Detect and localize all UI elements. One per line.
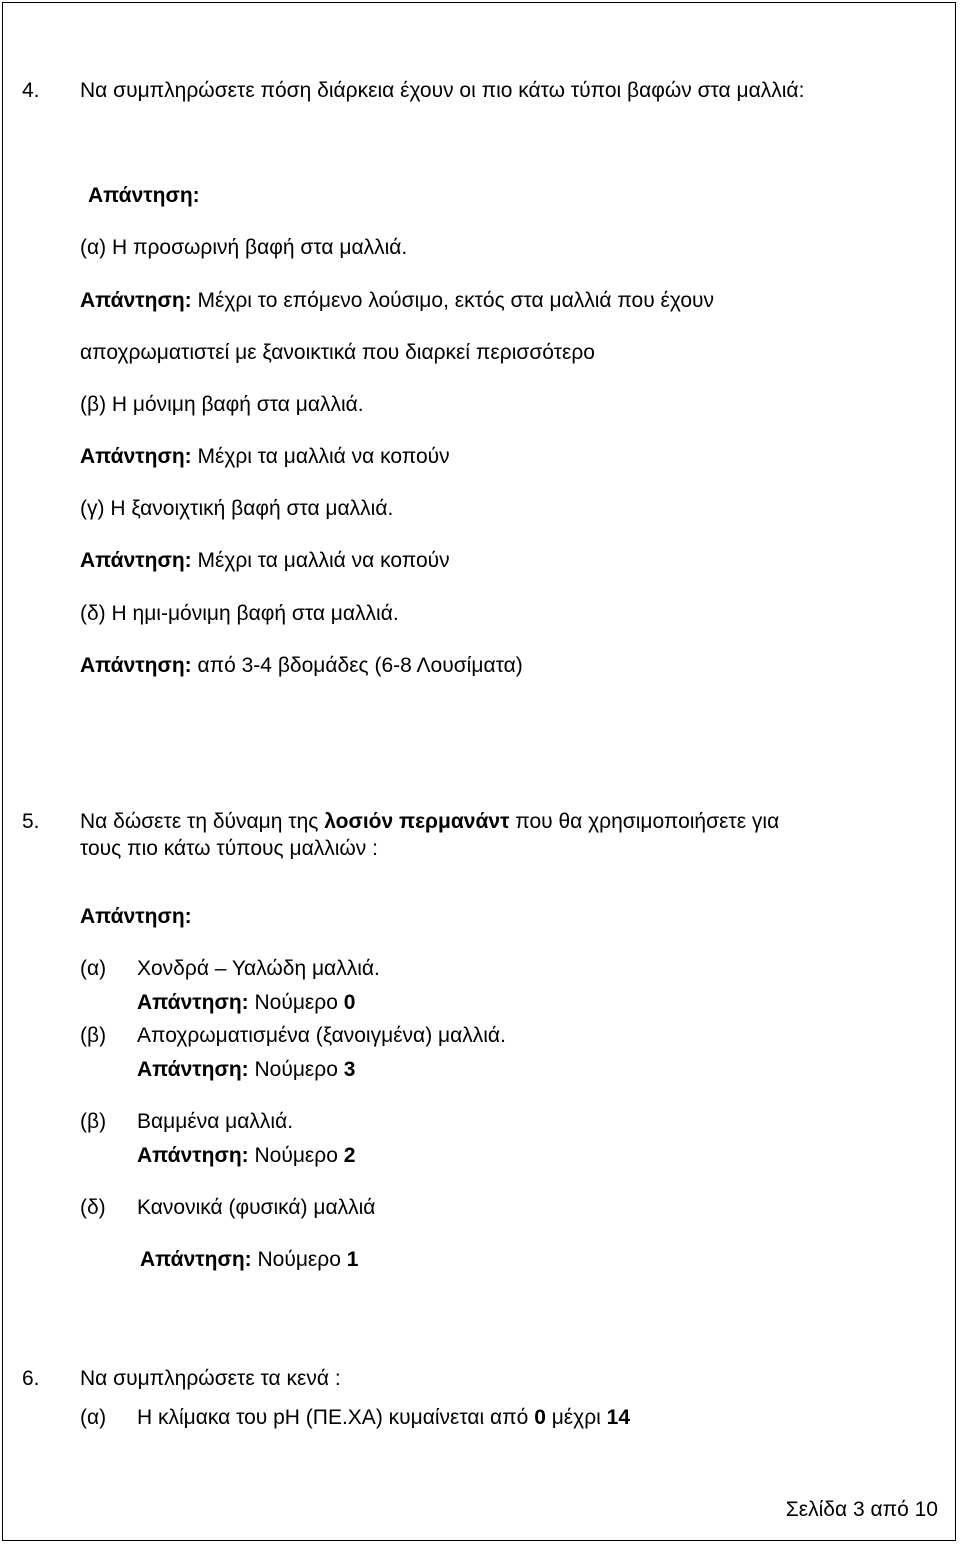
answer-value: 3	[343, 1058, 356, 1081]
q5-item-a-marker: (α)	[80, 957, 107, 980]
q4-item-c-label: (γ) Η ξανοιχτική βαφή στα μαλλιά.	[80, 497, 394, 520]
q5-answer-header: Απάντηση:	[80, 905, 192, 928]
q5-text-after: που θα χρησιμοποιήσετε για	[509, 810, 780, 833]
answer-text: από 3-4 βδομάδες (6-8 Λουσίματα)	[197, 654, 523, 677]
q5-item-b-label: Αποχρωματισμένα (ξανοιγμένα) μαλλιά.	[137, 1024, 506, 1047]
q5-item-d-answer	[140, 1249, 358, 1270]
answer-value: 1	[346, 1248, 359, 1271]
q5-number: 5.	[22, 810, 40, 833]
answer-text: Νούμερο	[254, 991, 344, 1014]
q4-item-b-label: (β) Η μόνιμη βαφή στα μαλλιά.	[80, 393, 364, 416]
q5-item-d-marker: (δ)	[80, 1196, 106, 1219]
q5-item-c-marker: (β)	[80, 1110, 107, 1133]
q4-item-b-answer	[80, 446, 450, 467]
page-number: Σελίδα 3 από 10	[785, 1498, 938, 1521]
q4-answer-header: Απάντηση:	[88, 184, 200, 207]
q4-item-a-answer	[80, 290, 714, 311]
q6-text-before: Η κλίμακα του pH (ΠΕ.ΧΑ) κυμαίνεται από	[137, 1406, 535, 1429]
answer-text: Μέχρι το επόμενο λούσιμο, εκτός στα μαλλιά που έχουν	[197, 289, 715, 312]
answer-label: Απάντηση:	[140, 1248, 252, 1271]
q6-value-from: 0	[534, 1406, 546, 1429]
q6-item-a-marker: (α)	[80, 1406, 107, 1429]
q4-item-c-answer	[80, 550, 450, 571]
q5-item-c-label: Βαμμένα μαλλιά.	[137, 1110, 294, 1133]
q5-item-b-answer	[137, 1059, 355, 1080]
q6-text-mid: μέχρι	[545, 1406, 607, 1429]
answer-label: Απάντηση:	[137, 1058, 249, 1081]
answer-label: Απάντηση:	[137, 991, 249, 1014]
answer-text: Μέχρι τα μαλλιά να κοπούν	[197, 549, 450, 572]
q5-text-before: Να δώσετε τη δύναμη της	[80, 810, 325, 833]
q4-text: Να συμπληρώσετε πόση διάρκεια έχουν οι πιο κάτω τύποι βαφών στα μαλλιά:	[80, 79, 805, 102]
q5-item-a-answer	[137, 992, 355, 1013]
q4-item-a-answer-line2: αποχρωματιστεί με ξανοικτικά που διαρκεί περισσότερο	[80, 341, 595, 364]
answer-text: Νούμερο	[257, 1248, 347, 1271]
answer-value: 2	[343, 1144, 356, 1167]
answer-value: 0	[343, 991, 356, 1014]
answer-label: Απάντηση:	[80, 445, 192, 468]
q5-item-d-label: Κανονικά (φυσικά) μαλλιά	[137, 1196, 376, 1219]
answer-text: Μέχρι τα μαλλιά να κοπούν	[197, 445, 450, 468]
answer-text: Νούμερο	[254, 1058, 344, 1081]
q4-item-a-label: (α) Η προσωρινή βαφή στα μαλλιά.	[80, 236, 408, 259]
q5-item-c-answer	[137, 1145, 355, 1166]
q5-text	[80, 811, 779, 832]
answer-label: Απάντηση:	[80, 289, 192, 312]
q4-number: 4.	[22, 79, 40, 102]
q5-item-b-marker: (β)	[80, 1024, 107, 1047]
q4-item-d-answer	[80, 655, 523, 676]
q6-item-a-text	[137, 1407, 630, 1428]
q6-value-to: 14	[606, 1406, 630, 1429]
q4-item-d-label: (δ) Η ημι-μόνιμη βαφή στα μαλλιά.	[80, 602, 399, 625]
page-frame	[2, 2, 956, 1541]
answer-label: Απάντηση:	[80, 654, 192, 677]
q5-text-line2: τους πιο κάτω τύπους μαλλιών :	[80, 837, 378, 860]
answer-label: Απάντηση:	[137, 1144, 249, 1167]
q5-item-a-label: Χονδρά – Υαλώδη μαλλιά.	[137, 957, 380, 980]
answer-label: Απάντηση:	[80, 549, 192, 572]
answer-text: Νούμερο	[254, 1144, 344, 1167]
q5-text-bold: λοσιόν περμανάντ	[324, 810, 510, 833]
q6-text: Να συμπληρώσετε τα κενά :	[80, 1367, 341, 1390]
q6-number: 6.	[22, 1367, 40, 1390]
